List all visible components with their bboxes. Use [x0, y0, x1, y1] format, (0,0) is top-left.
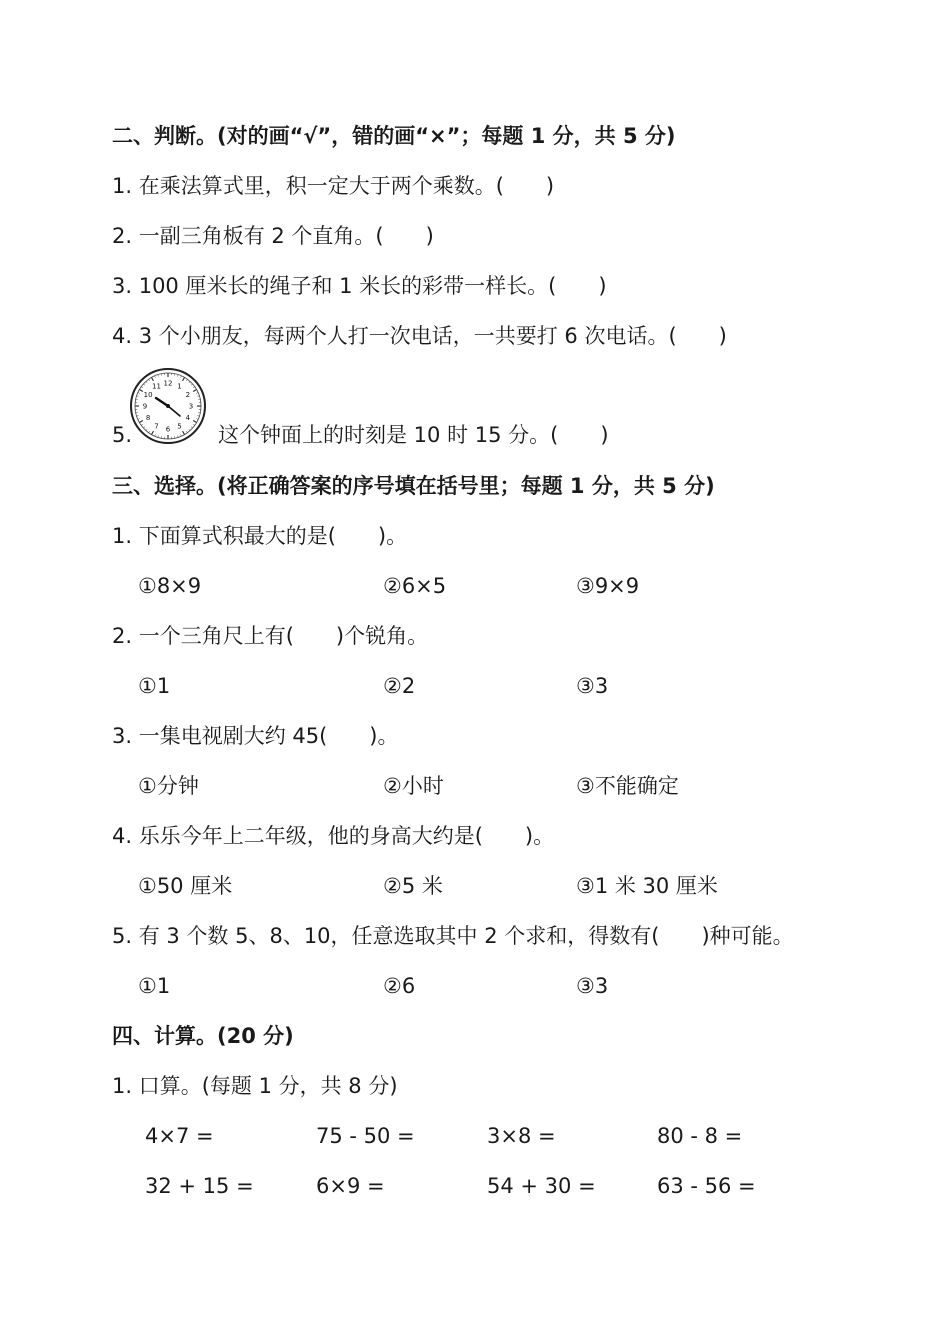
clock-face-image [128, 366, 208, 446]
choice-q4-option-2: ②5 米 [383, 874, 443, 898]
clock-numeral: 4 [185, 414, 191, 422]
calc-problem: 4×7 = [145, 1124, 214, 1148]
clock-numeral: 10 [143, 391, 153, 399]
clock-numeral: 2 [185, 391, 191, 399]
section3-heading: 三、选择。(将正确答案的序号填在括号里；每题 1 分，共 5 分) [112, 474, 715, 498]
choice-q3-option-1: ①分钟 [138, 774, 199, 798]
choice-q5-option-2: ②6 [383, 974, 416, 998]
section2-heading: 二、判断。(对的画“√”，错的画“×”；每题 1 分，共 5 分) [112, 124, 676, 148]
clock-numeral: 8 [145, 414, 151, 422]
choice-q2-option-3: ③3 [576, 674, 609, 698]
choice-question-2: 2. 一个三角尺上有( )个锐角。 [112, 624, 429, 648]
choice-q2-option-1: ①1 [138, 674, 171, 698]
choice-q1-option-1: ①8×9 [138, 574, 202, 598]
choice-q3-option-3: ③不能确定 [576, 774, 679, 798]
judge-item-1: 1. 在乘法算式里，积一定大于两个乘数。( ) [112, 174, 555, 198]
section4-heading: 四、计算。(20 分) [112, 1024, 294, 1048]
choice-q2-option-2: ②2 [383, 674, 416, 698]
judge-item-5-text: 这个钟面上的时刻是 10 时 15 分。( ) [218, 423, 609, 447]
clock-numeral: 3 [188, 402, 194, 411]
oral-calc-subheading: 1. 口算。(每题 1 分，共 8 分) [112, 1074, 398, 1098]
choice-question-3: 3. 一集电视剧大约 45( )。 [112, 724, 399, 748]
clock-numeral: 5 [177, 422, 182, 431]
choice-question-5: 5. 有 3 个数 5、8、10，任意选取其中 2 个求和，得数有( )种可能。 [112, 924, 794, 948]
judge-item-4: 4. 3 个小朋友，每两个人打一次电话，一共要打 6 次电话。( ) [112, 324, 727, 348]
choice-q4-option-3: ③1 米 30 厘米 [576, 874, 718, 898]
choice-question-4: 4. 乐乐今年上二年级，他的身高大约是( )。 [112, 824, 555, 848]
clock-numeral: 11 [152, 382, 161, 391]
choice-q4-option-1: ①50 厘米 [138, 874, 233, 898]
choice-q5-option-1: ①1 [138, 974, 171, 998]
judge-item-3: 3. 100 厘米长的绳子和 1 米长的彩带一样长。( ) [112, 274, 607, 298]
choice-question-1: 1. 下面算式积最大的是( )。 [112, 524, 408, 548]
clock-numeral: 7 [154, 422, 159, 431]
calc-problem: 75 - 50 = [316, 1124, 415, 1148]
choice-q5-option-3: ③3 [576, 974, 609, 998]
calc-problem: 32 + 15 = [145, 1174, 254, 1198]
calc-problem: 3×8 = [487, 1124, 556, 1148]
clock-numeral: 9 [142, 402, 148, 411]
clock-numeral: 12 [163, 379, 173, 388]
judge-item-5-number: 5. [112, 423, 133, 447]
choice-q1-option-2: ②6×5 [383, 574, 447, 598]
calc-problem: 54 + 30 = [487, 1174, 596, 1198]
choice-q1-option-3: ③9×9 [576, 574, 640, 598]
choice-q3-option-2: ②小时 [383, 774, 444, 798]
calc-problem: 63 - 56 = [657, 1174, 756, 1198]
judge-item-2: 2. 一副三角板有 2 个直角。( ) [112, 224, 434, 248]
calc-problem: 80 - 8 = [657, 1124, 743, 1148]
clock-numeral: 1 [177, 382, 182, 391]
calc-problem: 6×9 = [316, 1174, 385, 1198]
clock-numeral: 6 [165, 425, 171, 434]
